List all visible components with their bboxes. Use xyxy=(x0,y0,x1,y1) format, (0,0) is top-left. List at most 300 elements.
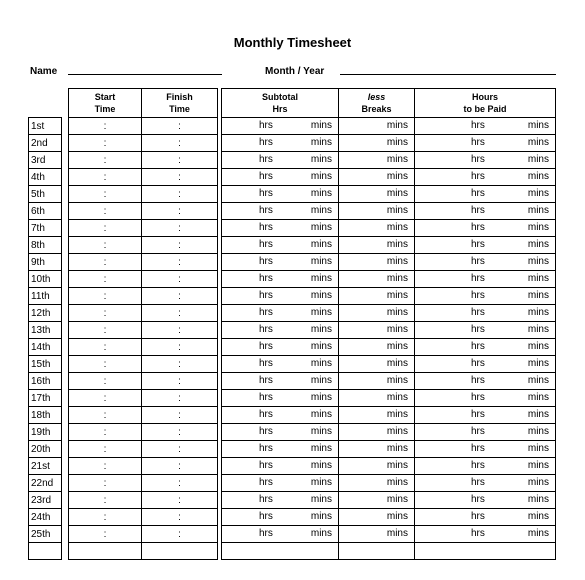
hrs-label: hrs xyxy=(259,120,273,131)
start-time-cell[interactable]: : xyxy=(69,458,142,475)
table-row xyxy=(222,373,556,390)
paid-cell[interactable] xyxy=(415,237,556,254)
table-row xyxy=(69,543,218,560)
finish-time-cell[interactable]: : xyxy=(142,475,218,492)
start-time-cell[interactable]: : xyxy=(69,339,142,356)
day-label: 23rd xyxy=(29,492,62,509)
mins-label: mins xyxy=(527,494,549,505)
paid-cell[interactable] xyxy=(415,220,556,237)
breaks-cell[interactable] xyxy=(339,356,415,373)
subtotal-cell[interactable] xyxy=(222,492,339,509)
subtotal-cell[interactable] xyxy=(222,169,339,186)
paid-cell[interactable] xyxy=(415,356,556,373)
breaks-cell[interactable] xyxy=(339,441,415,458)
mins-label: mins xyxy=(386,137,408,148)
finish-time-cell[interactable]: : xyxy=(142,152,218,169)
day-label: 10th xyxy=(29,271,62,288)
mins-label: mins xyxy=(527,137,549,148)
breaks-cell[interactable] xyxy=(339,203,415,220)
breaks-cell[interactable] xyxy=(339,509,415,526)
mins-label: mins xyxy=(527,154,549,165)
mins-label: mins xyxy=(527,477,549,488)
hrs-label: hrs xyxy=(259,171,273,182)
mins-label: mins xyxy=(386,358,408,369)
table-row xyxy=(222,458,556,475)
mins-label: mins xyxy=(386,460,408,471)
mins-label: mins xyxy=(527,256,549,267)
start-time-cell[interactable]: : xyxy=(69,475,142,492)
table-row xyxy=(69,407,218,424)
paid-cell[interactable] xyxy=(415,203,556,220)
mins-label: mins xyxy=(310,307,332,318)
header-hours-paid: Hours to be Paid xyxy=(415,89,556,118)
table-row xyxy=(222,288,556,305)
table-row xyxy=(69,237,218,254)
table-row xyxy=(222,271,556,288)
paid-cell[interactable] xyxy=(415,492,556,509)
table-row xyxy=(222,169,556,186)
header-hours xyxy=(221,88,556,118)
table-row xyxy=(222,220,556,237)
table-row xyxy=(222,526,556,543)
mins-label: mins xyxy=(527,443,549,454)
empty-cell xyxy=(415,543,556,560)
paid-cell[interactable] xyxy=(415,322,556,339)
subtotal-cell[interactable] xyxy=(222,305,339,322)
table-row xyxy=(222,492,556,509)
paid-cell[interactable] xyxy=(415,509,556,526)
mins-label: mins xyxy=(310,375,332,386)
mins-label: mins xyxy=(386,494,408,505)
start-time-cell[interactable]: : xyxy=(69,152,142,169)
breaks-cell[interactable] xyxy=(339,526,415,543)
day-label: 24th xyxy=(29,509,62,526)
paid-cell[interactable] xyxy=(415,152,556,169)
day-label: 12th xyxy=(29,305,62,322)
finish-time-cell[interactable]: : xyxy=(142,339,218,356)
start-time-cell[interactable]: : xyxy=(69,288,142,305)
mins-label: mins xyxy=(527,307,549,318)
hrs-label: hrs xyxy=(471,358,485,369)
paid-cell[interactable] xyxy=(415,118,556,135)
finish-time-cell[interactable]: : xyxy=(142,118,218,135)
subtotal-cell[interactable] xyxy=(222,152,339,169)
hrs-label: hrs xyxy=(259,494,273,505)
table-row xyxy=(69,356,218,373)
finish-time-cell[interactable]: : xyxy=(142,203,218,220)
table-row xyxy=(222,186,556,203)
hrs-label: hrs xyxy=(259,443,273,454)
day-label: 5th xyxy=(29,186,62,203)
finish-time-cell[interactable]: : xyxy=(142,186,218,203)
subtotal-cell[interactable] xyxy=(222,441,339,458)
paid-cell[interactable] xyxy=(415,475,556,492)
breaks-cell[interactable] xyxy=(339,118,415,135)
start-time-cell[interactable]: : xyxy=(69,424,142,441)
mins-label: mins xyxy=(386,239,408,250)
empty-cell xyxy=(222,543,339,560)
mins-label: mins xyxy=(310,273,332,284)
paid-cell[interactable] xyxy=(415,135,556,152)
mins-label: mins xyxy=(310,188,332,199)
breaks-cell[interactable] xyxy=(339,390,415,407)
table-row xyxy=(222,356,556,373)
paid-cell[interactable] xyxy=(415,186,556,203)
table-row xyxy=(222,441,556,458)
hrs-label: hrs xyxy=(471,120,485,131)
paid-cell[interactable] xyxy=(415,458,556,475)
breaks-cell[interactable] xyxy=(339,271,415,288)
table-row xyxy=(69,441,218,458)
hrs-label: hrs xyxy=(259,205,273,216)
finish-time-cell[interactable]: : xyxy=(142,135,218,152)
table-row xyxy=(222,543,556,560)
hrs-label: hrs xyxy=(259,358,273,369)
hrs-label: hrs xyxy=(259,341,273,352)
mins-label: mins xyxy=(310,205,332,216)
mins-label: mins xyxy=(527,171,549,182)
day-label: 13th xyxy=(29,322,62,339)
start-time-cell[interactable]: : xyxy=(69,509,142,526)
mins-label: mins xyxy=(386,290,408,301)
mins-label: mins xyxy=(310,477,332,488)
mins-label: mins xyxy=(310,426,332,437)
mins-label: mins xyxy=(310,120,332,131)
paid-cell[interactable] xyxy=(415,254,556,271)
subtotal-cell[interactable] xyxy=(222,271,339,288)
start-time-cell[interactable]: : xyxy=(69,254,142,271)
day-label: 8th xyxy=(29,237,62,254)
breaks-cell[interactable] xyxy=(339,169,415,186)
hrs-label: hrs xyxy=(471,307,485,318)
subtotal-cell[interactable] xyxy=(222,322,339,339)
subtotal-cell[interactable] xyxy=(222,526,339,543)
hrs-label: hrs xyxy=(471,205,485,216)
finish-time-cell[interactable]: : xyxy=(142,373,218,390)
start-time-cell[interactable]: : xyxy=(69,441,142,458)
empty-cell xyxy=(339,543,415,560)
hrs-label: hrs xyxy=(471,443,485,454)
hrs-label: hrs xyxy=(471,409,485,420)
table-row xyxy=(222,254,556,271)
finish-time-cell[interactable]: : xyxy=(142,390,218,407)
breaks-cell[interactable] xyxy=(339,135,415,152)
table-row xyxy=(222,509,556,526)
finish-time-cell[interactable]: : xyxy=(142,254,218,271)
mins-label: mins xyxy=(310,460,332,471)
subtotal-cell[interactable] xyxy=(222,118,339,135)
paid-cell[interactable] xyxy=(415,339,556,356)
finish-time-cell[interactable]: : xyxy=(142,169,218,186)
table-row xyxy=(69,288,218,305)
table-row xyxy=(69,203,218,220)
table-row xyxy=(69,509,218,526)
breaks-cell[interactable] xyxy=(339,186,415,203)
mins-label: mins xyxy=(310,409,332,420)
hrs-label: hrs xyxy=(471,426,485,437)
hrs-label: hrs xyxy=(471,392,485,403)
start-time-cell[interactable]: : xyxy=(69,305,142,322)
finish-time-cell[interactable]: : xyxy=(142,492,218,509)
paid-cell[interactable] xyxy=(415,390,556,407)
hrs-label: hrs xyxy=(471,171,485,182)
subtotal-cell[interactable] xyxy=(222,373,339,390)
paid-cell[interactable] xyxy=(415,441,556,458)
paid-cell[interactable] xyxy=(415,288,556,305)
mins-label: mins xyxy=(386,426,408,437)
start-time-cell[interactable]: : xyxy=(69,135,142,152)
breaks-cell[interactable] xyxy=(339,407,415,424)
hrs-label: hrs xyxy=(259,477,273,488)
breaks-cell[interactable] xyxy=(339,152,415,169)
breaks-cell[interactable] xyxy=(339,254,415,271)
finish-time-cell[interactable]: : xyxy=(142,288,218,305)
hrs-label: hrs xyxy=(259,324,273,335)
subtotal-cell[interactable] xyxy=(222,424,339,441)
table-row xyxy=(222,407,556,424)
hrs-label: hrs xyxy=(471,375,485,386)
table-row xyxy=(69,254,218,271)
hrs-label: hrs xyxy=(471,494,485,505)
mins-label: mins xyxy=(386,205,408,216)
subtotal-cell[interactable] xyxy=(222,220,339,237)
subtotal-cell[interactable] xyxy=(222,475,339,492)
table-row xyxy=(222,390,556,407)
day-label: 7th xyxy=(29,220,62,237)
table-row xyxy=(222,305,556,322)
start-time-cell[interactable]: : xyxy=(69,373,142,390)
mins-label: mins xyxy=(310,137,332,148)
breaks-cell[interactable] xyxy=(339,237,415,254)
finish-time-cell[interactable]: : xyxy=(142,509,218,526)
breaks-cell[interactable] xyxy=(339,475,415,492)
day-label: 9th xyxy=(29,254,62,271)
mins-label: mins xyxy=(527,409,549,420)
day-label: 11th xyxy=(29,288,62,305)
mins-label: mins xyxy=(310,392,332,403)
paid-cell[interactable] xyxy=(415,424,556,441)
start-time-cell[interactable]: : xyxy=(69,407,142,424)
breaks-cell[interactable] xyxy=(339,305,415,322)
mins-label: mins xyxy=(527,426,549,437)
header-finish-time: Finish Time xyxy=(142,89,218,118)
mins-label: mins xyxy=(527,511,549,522)
mins-label: mins xyxy=(386,477,408,488)
mins-label: mins xyxy=(310,341,332,352)
subtotal-cell[interactable] xyxy=(222,186,339,203)
finish-time-cell[interactable]: : xyxy=(142,441,218,458)
subtotal-cell[interactable] xyxy=(222,356,339,373)
empty-cell xyxy=(29,543,62,560)
mins-label: mins xyxy=(310,222,332,233)
day-column xyxy=(28,117,62,560)
mins-label: mins xyxy=(310,358,332,369)
table-row xyxy=(69,492,218,509)
hrs-label: hrs xyxy=(259,137,273,148)
start-time-cell[interactable]: : xyxy=(69,203,142,220)
paid-cell[interactable] xyxy=(415,169,556,186)
day-label: 16th xyxy=(29,373,62,390)
start-time-cell[interactable]: : xyxy=(69,118,142,135)
finish-time-cell[interactable]: : xyxy=(142,356,218,373)
breaks-cell[interactable] xyxy=(339,373,415,390)
mins-label: mins xyxy=(310,324,332,335)
finish-time-cell[interactable]: : xyxy=(142,407,218,424)
hrs-label: hrs xyxy=(471,511,485,522)
breaks-cell[interactable] xyxy=(339,220,415,237)
finish-time-cell[interactable]: : xyxy=(142,526,218,543)
hrs-label: hrs xyxy=(471,239,485,250)
table-row xyxy=(69,424,218,441)
start-time-cell[interactable]: : xyxy=(69,271,142,288)
hrs-label: hrs xyxy=(259,273,273,284)
day-label: 19th xyxy=(29,424,62,441)
mins-label: mins xyxy=(310,290,332,301)
paid-cell[interactable] xyxy=(415,526,556,543)
breaks-cell[interactable] xyxy=(339,492,415,509)
breaks-cell[interactable] xyxy=(339,458,415,475)
mins-label: mins xyxy=(386,222,408,233)
table-row xyxy=(222,339,556,356)
start-time-cell[interactable]: : xyxy=(69,186,142,203)
mins-label: mins xyxy=(386,528,408,539)
day-label: 4th xyxy=(29,169,62,186)
subtotal-cell[interactable] xyxy=(222,509,339,526)
start-time-cell[interactable]: : xyxy=(69,492,142,509)
mins-label: mins xyxy=(310,494,332,505)
subtotal-cell[interactable] xyxy=(222,339,339,356)
page-title: Monthly Timesheet xyxy=(233,35,352,50)
mins-label: mins xyxy=(386,511,408,522)
day-label: 17th xyxy=(29,390,62,407)
mins-label: mins xyxy=(527,222,549,233)
day-label: 20th xyxy=(29,441,62,458)
day-label: 22nd xyxy=(29,475,62,492)
finish-time-cell[interactable]: : xyxy=(142,220,218,237)
subtotal-cell[interactable] xyxy=(222,458,339,475)
finish-time-cell[interactable]: : xyxy=(142,424,218,441)
mins-label: mins xyxy=(527,392,549,403)
table-row xyxy=(69,458,218,475)
hrs-label: hrs xyxy=(471,222,485,233)
empty-cell xyxy=(69,543,142,560)
table-row xyxy=(222,475,556,492)
mins-label: mins xyxy=(310,256,332,267)
table-row xyxy=(69,135,218,152)
table-row xyxy=(69,118,218,135)
finish-time-cell[interactable]: : xyxy=(142,322,218,339)
mins-label: mins xyxy=(310,511,332,522)
start-time-cell[interactable]: : xyxy=(69,526,142,543)
day-label: 6th xyxy=(29,203,62,220)
hrs-label: hrs xyxy=(471,477,485,488)
start-time-cell[interactable]: : xyxy=(69,390,142,407)
empty-cell xyxy=(142,543,218,560)
hrs-label: hrs xyxy=(259,392,273,403)
hrs-label: hrs xyxy=(471,290,485,301)
table-row xyxy=(222,237,556,254)
paid-cell[interactable] xyxy=(415,271,556,288)
finish-time-cell[interactable]: : xyxy=(142,237,218,254)
breaks-cell[interactable] xyxy=(339,339,415,356)
hrs-label: hrs xyxy=(471,273,485,284)
table-row xyxy=(69,220,218,237)
subtotal-cell[interactable] xyxy=(222,407,339,424)
breaks-cell[interactable] xyxy=(339,322,415,339)
mins-label: mins xyxy=(386,324,408,335)
hrs-label: hrs xyxy=(471,256,485,267)
table-row xyxy=(29,543,62,560)
hrs-label: hrs xyxy=(259,188,273,199)
mins-label: mins xyxy=(527,358,549,369)
table-row xyxy=(69,305,218,322)
start-time-cell[interactable]: : xyxy=(69,220,142,237)
paid-cell[interactable] xyxy=(415,373,556,390)
breaks-cell[interactable] xyxy=(339,424,415,441)
mins-label: mins xyxy=(386,188,408,199)
hrs-label: hrs xyxy=(471,154,485,165)
mins-label: mins xyxy=(527,188,549,199)
mins-label: mins xyxy=(527,273,549,284)
mins-label: mins xyxy=(386,256,408,267)
table-row xyxy=(69,339,218,356)
hrs-label: hrs xyxy=(471,324,485,335)
subtotal-cell[interactable] xyxy=(222,237,339,254)
table-row xyxy=(222,135,556,152)
table-row xyxy=(69,271,218,288)
start-time-cell[interactable]: : xyxy=(69,356,142,373)
finish-time-cell[interactable]: : xyxy=(142,458,218,475)
day-label: 2nd xyxy=(29,135,62,152)
day-label: 15th xyxy=(29,356,62,373)
subtotal-cell[interactable] xyxy=(222,203,339,220)
hrs-label: hrs xyxy=(471,528,485,539)
mins-label: mins xyxy=(527,205,549,216)
hrs-label: hrs xyxy=(259,460,273,471)
mins-label: mins xyxy=(527,528,549,539)
mins-label: mins xyxy=(386,171,408,182)
start-time-cell[interactable]: : xyxy=(69,169,142,186)
mins-label: mins xyxy=(527,341,549,352)
subtotal-cell[interactable] xyxy=(222,390,339,407)
table-row xyxy=(69,152,218,169)
table-row xyxy=(69,526,218,543)
mins-label: mins xyxy=(527,375,549,386)
subtotal-cell[interactable] xyxy=(222,254,339,271)
day-label: 25th xyxy=(29,526,62,543)
start-time-cell[interactable]: : xyxy=(69,322,142,339)
table-row xyxy=(69,186,218,203)
month-year-field[interactable] xyxy=(340,74,556,75)
paid-cell[interactable] xyxy=(415,407,556,424)
table-row xyxy=(69,373,218,390)
mins-label: mins xyxy=(527,120,549,131)
finish-time-cell[interactable]: : xyxy=(142,305,218,322)
start-time-cell[interactable]: : xyxy=(69,237,142,254)
hrs-label: hrs xyxy=(259,375,273,386)
name-field[interactable] xyxy=(68,74,222,75)
day-label: 21st xyxy=(29,458,62,475)
subtotal-cell[interactable] xyxy=(222,288,339,305)
mins-label: mins xyxy=(386,307,408,318)
mins-label: mins xyxy=(386,273,408,284)
hrs-label: hrs xyxy=(471,341,485,352)
subtotal-cell[interactable] xyxy=(222,135,339,152)
breaks-cell[interactable] xyxy=(339,288,415,305)
paid-cell[interactable] xyxy=(415,305,556,322)
finish-time-cell[interactable]: : xyxy=(142,271,218,288)
month-year-label: Month / Year xyxy=(265,66,325,77)
